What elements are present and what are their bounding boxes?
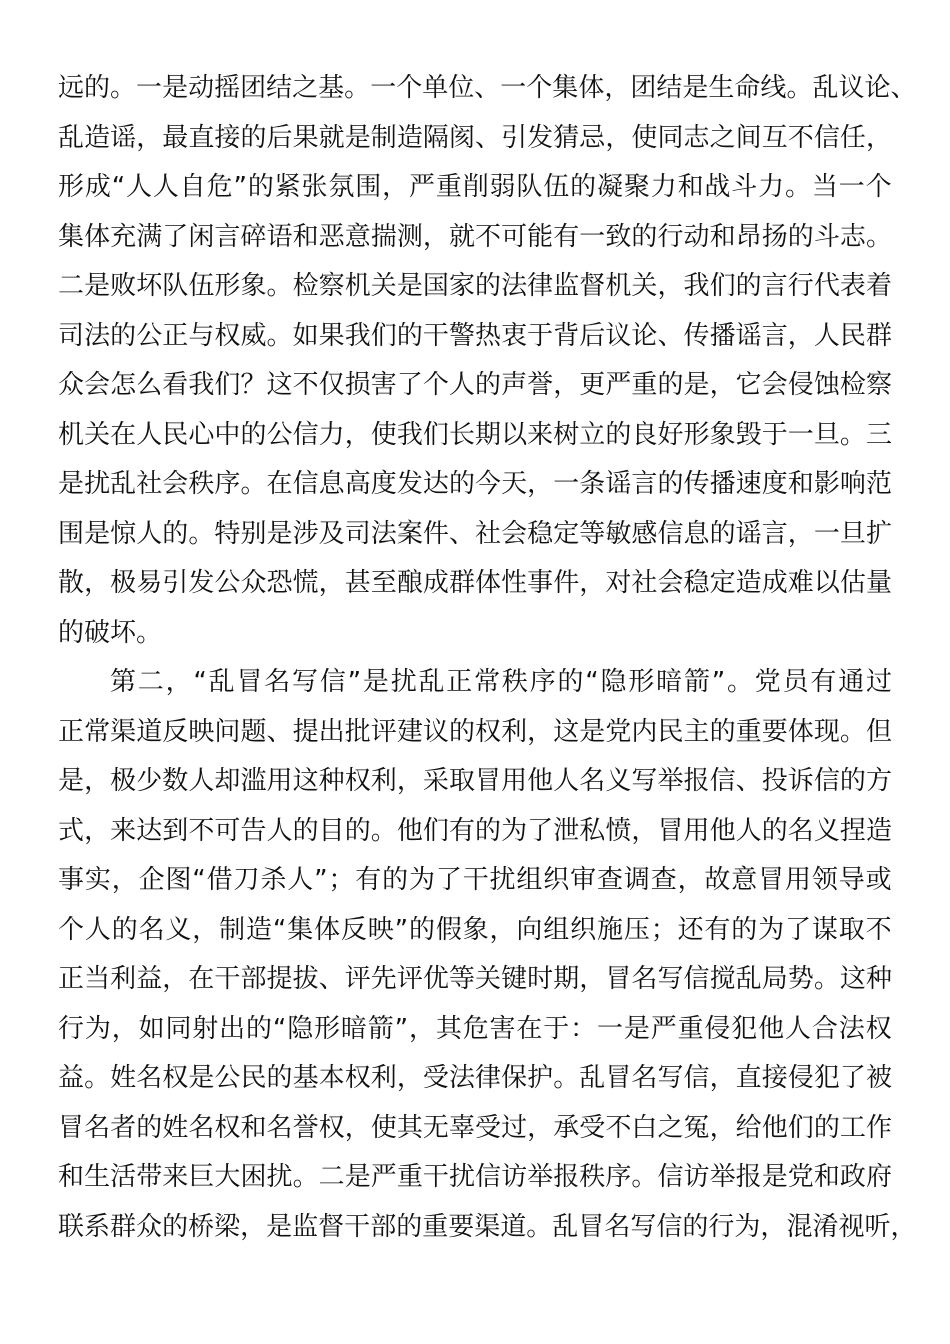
- text-line: 的 破 坏 。: [58, 617, 163, 648]
- text-line: 正 常 渠 道 反 映 问 题 、 提 出 批 评 建 议 的 权 利 ， 这 是 党 内 民 主 的 重 要 体 现 。 但: [58, 716, 892, 747]
- text-line: 二 是 败 坏 队 伍 形 象 。 检 察 机 关 是 国 家 的 法 律 监 督 机 关 ， 我 们 的 言 行 代 表 着: [58, 271, 892, 301]
- text-line: 散 ， 极 易 引 发 公 众 恐 慌 ， 甚 至 酿 成 群 体 性 事 件 ， 对 社 会 稳 定 造 成 难 以 估 量: [58, 568, 892, 598]
- text-line: 围 是 惊 人 的 。 特 别 是 涉 及 司 法 案 件 、 社 会 稳 定 等 敏 感 信 息 的 谣 言 ， 一 旦 扩: [58, 518, 892, 549]
- text-line: 正 当 利 益 ， 在 干 部 提 拔 、 评 先 评 优 等 关 键 时 期 ， 冒 名 写 信 搅 乱 局 势 。 这 种: [58, 964, 892, 994]
- text-line: 联 系 群 众 的 桥 梁 ， 是 监 督 干 部 的 重 要 渠 道 。 乱 冒 名 写 信 的 行 为 ， 混 淆 视 听 ，: [58, 1211, 917, 1242]
- text-line: 是 ， 极 少 数 人 却 滥 用 这 种 权 利 ， 采 取 冒 用 他 人 名 义 写 举 报 信 、 投 诉 信 的 方: [58, 766, 892, 796]
- text-line: 乱 造 谣 ， 最 直 接 的 后 果 就 是 制 造 隔 阂 、 引 发 猜 忌 ， 使 同 志 之 间 互 不 信 任 ，: [58, 122, 892, 153]
- text-line: 行 为 ， 如 同 射 出 的 “ 隐 形 暗 箭 ” ， 其 危 害 在 于 ： 一 是 严 重 侵 犯 他 人 合 法 权: [58, 1013, 892, 1044]
- document-body: [58, 64, 917, 1252]
- text-line: 个 人 的 名 义 ， 制 造 “ 集 体 反 映 ” 的 假 象 ， 向 组 织 施 压 ； 还 有 的 为 了 谋 取 不: [58, 914, 892, 945]
- text-line: 远 的 。 一 是 动 摇 团 结 之 基 。 一 个 单 位 、 一 个 集 体 ， 团 结 是 生 命 线 。 乱 议 论 、: [58, 73, 917, 103]
- text-line: 第 二 ， “ 乱 冒 名 写 信 ” 是 扰 乱 正 常 秩 序 的 “ 隐 形 暗 箭 ” 。 党 员 有 通 过: [110, 667, 892, 697]
- text-line: 司 法 的 公 正 与 权 威 。 如 果 我 们 的 干 警 热 衷 于 背 后 议 论 、 传 播 谣 言 ， 人 民 群: [58, 320, 892, 351]
- text-line: 机 关 在 人 民 心 中 的 公 信 力 ， 使 我 们 长 期 以 来 树 立 的 良 好 形 象 毁 于 一 旦 。 三: [58, 419, 892, 450]
- text-line: 是 扰 乱 社 会 秩 序 。 在 信 息 高 度 发 达 的 今 天 ， 一 条 谣 言 的 传 播 速 度 和 影 响 范: [58, 469, 892, 499]
- text-line: 事 实 ， 企 图 “ 借 刀 杀 人 ” ； 有 的 为 了 干 扰 组 织 审 查 调 查 ， 故 意 冒 用 领 导 或: [58, 865, 892, 895]
- text-line: 形 成 “ 人 人 自 危 ” 的 紧 张 氛 围 ， 严 重 削 弱 队 伍 的 凝 聚 力 和 战 斗 力 。 当 一 个: [58, 172, 892, 202]
- text-line: 益 。 姓 名 权 是 公 民 的 基 本 权 利 ， 受 法 律 保 护 。 乱 冒 名 写 信 ， 直 接 侵 犯 了 被: [58, 1063, 892, 1093]
- text-line: 式 ， 来 达 到 不 可 告 人 的 目 的 。 他 们 有 的 为 了 泄 私 愤 ， 冒 用 他 人 的 名 义 捏 造: [58, 815, 892, 846]
- text-line: 众 会 怎 么 看 我 们 ？ 这 不 仅 损 害 了 个 人 的 声 誉 ， 更 严 重 的 是 ， 它 会 侵 蚀 检 察: [58, 370, 892, 400]
- text-line: 和 生 活 带 来 巨 大 困 扰 。 二 是 严 重 干 扰 信 访 举 报 秩 序 。 信 访 举 报 是 党 和 政 府: [58, 1162, 892, 1192]
- text-line: 冒 名 者 的 姓 名 权 和 名 誉 权 ， 使 其 无 辜 受 过 ， 承 受 不 白 之 冤 ， 给 他 们 的 工 作: [58, 1112, 892, 1143]
- text-line: 集 体 充 满 了 闲 言 碎 语 和 恶 意 揣 测 ， 就 不 可 能 有 一 致 的 行 动 和 昂 扬 的 斗 志 。: [58, 221, 892, 252]
